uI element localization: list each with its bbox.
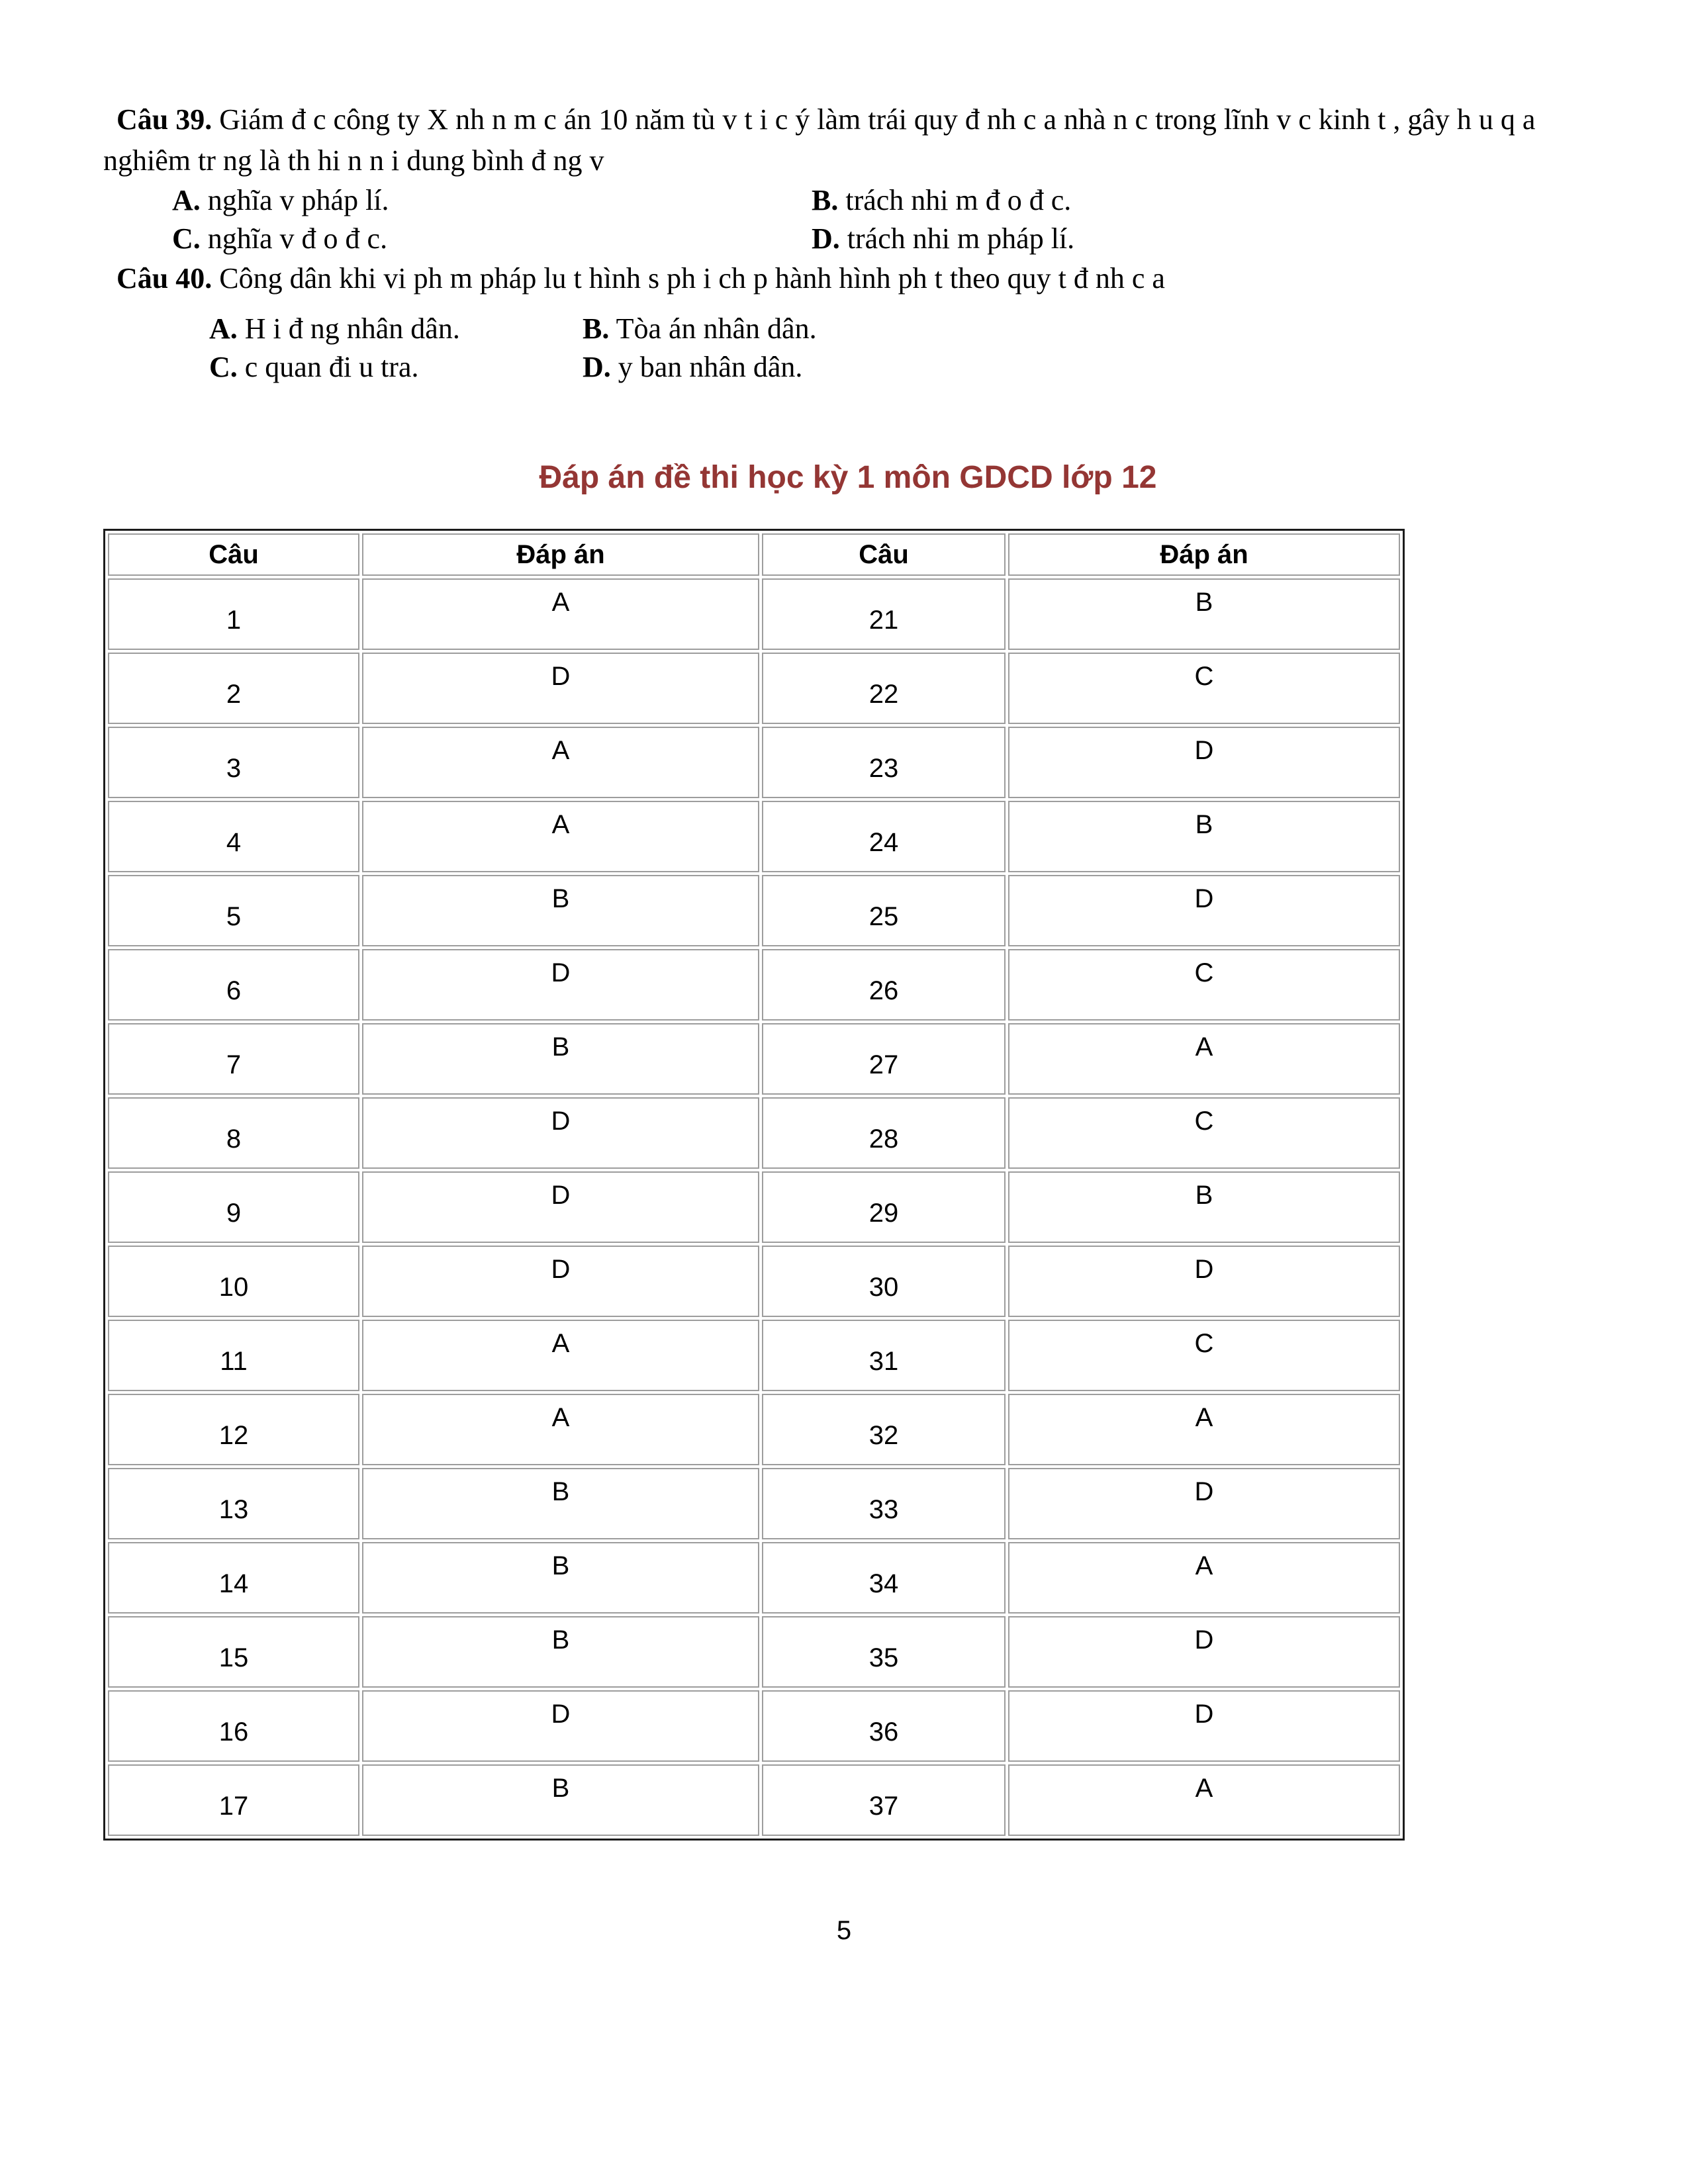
question-number-cell: 9	[108, 1171, 359, 1243]
option-b: B. trách nhi m đ o đ c.	[812, 184, 1072, 216]
answer-key-table	[103, 529, 1405, 1841]
question-number-cell: 30	[762, 1246, 1006, 1317]
table-row	[108, 727, 1400, 798]
table-row	[108, 1616, 1400, 1688]
option-d: D. y ban nhân dân.	[583, 351, 803, 383]
answer-cell: B	[1008, 578, 1400, 650]
question-number-cell: 25	[762, 875, 1006, 946]
answer-cell: B	[1008, 801, 1400, 872]
question-number-cell: 24	[762, 801, 1006, 872]
answer-cell: B	[362, 1023, 759, 1095]
table-body	[108, 578, 1400, 1836]
question-number-cell: 32	[762, 1394, 1006, 1465]
answer-cell: A	[362, 578, 759, 650]
question-number-cell: 3	[108, 727, 359, 798]
answer-cell: D	[362, 1097, 759, 1169]
answer-cell: C	[1008, 1097, 1400, 1169]
question-number-cell: 33	[762, 1468, 1006, 1539]
column-header: Câu	[762, 533, 1006, 576]
question-number-cell: 27	[762, 1023, 1006, 1095]
table-row	[108, 1764, 1400, 1836]
question-number-cell: 16	[108, 1690, 359, 1762]
table-row	[108, 875, 1400, 946]
table-row	[108, 1023, 1400, 1095]
answer-cell: D	[362, 1246, 759, 1317]
answer-cell: A	[1008, 1542, 1400, 1614]
answer-cell: D	[1008, 875, 1400, 946]
question-number-cell: 5	[108, 875, 359, 946]
answer-cell: B	[1008, 1171, 1400, 1243]
option-row	[103, 181, 1593, 220]
question-number-cell: 11	[108, 1320, 359, 1391]
option-row	[103, 220, 1593, 258]
answer-cell: A	[362, 727, 759, 798]
answer-cell: A	[362, 1320, 759, 1391]
answer-cell: D	[1008, 727, 1400, 798]
answer-cell: D	[362, 949, 759, 1021]
answer-cell: C	[1008, 1320, 1400, 1391]
option-b: B. Tòa án nhân dân.	[583, 312, 817, 345]
question-39	[103, 99, 1593, 181]
question-number-cell: 26	[762, 949, 1006, 1021]
question-number-cell: 35	[762, 1616, 1006, 1688]
table-row	[108, 1468, 1400, 1539]
column-header: Đáp án	[1008, 533, 1400, 576]
table-row	[108, 578, 1400, 650]
table-row	[108, 1320, 1400, 1391]
table-row	[108, 1097, 1400, 1169]
question-number-cell: 13	[108, 1468, 359, 1539]
question-number-cell: 36	[762, 1690, 1006, 1762]
table-row	[108, 1171, 1400, 1243]
table-header-row	[108, 533, 1400, 576]
question-number-cell: 37	[762, 1764, 1006, 1836]
answer-cell: C	[1008, 949, 1400, 1021]
answer-cell: D	[1008, 1246, 1400, 1317]
answer-cell: B	[362, 1616, 759, 1688]
answer-key-title: Đáp án đề thi học kỳ 1 môn GDCD lớp 12	[539, 460, 1157, 495]
question-number-cell: 14	[108, 1542, 359, 1614]
question-number-cell: 10	[108, 1246, 359, 1317]
answer-cell: A	[362, 1394, 759, 1465]
option-c: C. c quan đi u tra.	[209, 351, 419, 383]
question-number-cell: 15	[108, 1616, 359, 1688]
question-40	[103, 258, 1593, 299]
question-40-options	[103, 310, 1593, 387]
option-d: D. trách nhi m pháp lí.	[812, 222, 1075, 255]
table-row	[108, 801, 1400, 872]
column-header: Đáp án	[362, 533, 759, 576]
question-40-text: Công dân khi vi ph m pháp lu t hình s ph i ch p hành hình ph t theo quy t đ nh c a	[219, 262, 1165, 295]
question-number-cell: 21	[762, 578, 1006, 650]
option-row	[103, 348, 1593, 387]
question-39-options	[103, 181, 1593, 258]
question-number-cell: 28	[762, 1097, 1006, 1169]
answer-cell: A	[362, 801, 759, 872]
table-row	[108, 1542, 1400, 1614]
question-number-cell: 4	[108, 801, 359, 872]
answer-cell: D	[362, 1690, 759, 1762]
answer-cell: A	[1008, 1023, 1400, 1095]
question-number-cell: 7	[108, 1023, 359, 1095]
option-a: A. nghĩa v pháp lí.	[172, 184, 389, 216]
question-39-label: Câu 39.	[117, 103, 212, 136]
option-a: A. H i đ ng nhân dân.	[209, 312, 460, 345]
answer-cell: D	[362, 1171, 759, 1243]
page-content	[103, 99, 1593, 1841]
answer-cell: B	[362, 875, 759, 946]
answer-cell: C	[1008, 653, 1400, 724]
question-number-cell: 34	[762, 1542, 1006, 1614]
question-number-cell: 31	[762, 1320, 1006, 1391]
table-row	[108, 1394, 1400, 1465]
option-row	[103, 310, 1593, 348]
question-number-cell: 1	[108, 578, 359, 650]
column-header: Câu	[108, 533, 359, 576]
answer-cell: D	[1008, 1616, 1400, 1688]
question-number-cell: 17	[108, 1764, 359, 1836]
question-40-label: Câu 40.	[117, 262, 212, 295]
table-row	[108, 1246, 1400, 1317]
question-39-text: Giám đ c công ty X nh n m c án 10 năm tù v t i c ý làm trái quy đ nh c a nhà n c trong lĩnh v c kinh t , gây h u q a nghiêm tr ng là th hi n n i dung bình đ ng v	[103, 103, 1536, 177]
answer-cell: D	[1008, 1690, 1400, 1762]
question-number-cell: 6	[108, 949, 359, 1021]
option-c: C. nghĩa v đ o đ c.	[172, 222, 388, 255]
question-number-cell: 29	[762, 1171, 1006, 1243]
answer-cell: B	[362, 1764, 759, 1836]
table-row	[108, 653, 1400, 724]
question-number-cell: 12	[108, 1394, 359, 1465]
answer-cell: B	[362, 1542, 759, 1614]
answer-cell: B	[362, 1468, 759, 1539]
question-number-cell: 23	[762, 727, 1006, 798]
answer-cell: D	[1008, 1468, 1400, 1539]
table-row	[108, 949, 1400, 1021]
answer-cell: A	[1008, 1394, 1400, 1465]
answer-cell: D	[362, 653, 759, 724]
question-number-cell: 8	[108, 1097, 359, 1169]
question-number-cell: 22	[762, 653, 1006, 724]
question-number-cell: 2	[108, 653, 359, 724]
table-row	[108, 1690, 1400, 1762]
answer-cell: A	[1008, 1764, 1400, 1836]
page-number: 5	[836, 1916, 852, 1945]
